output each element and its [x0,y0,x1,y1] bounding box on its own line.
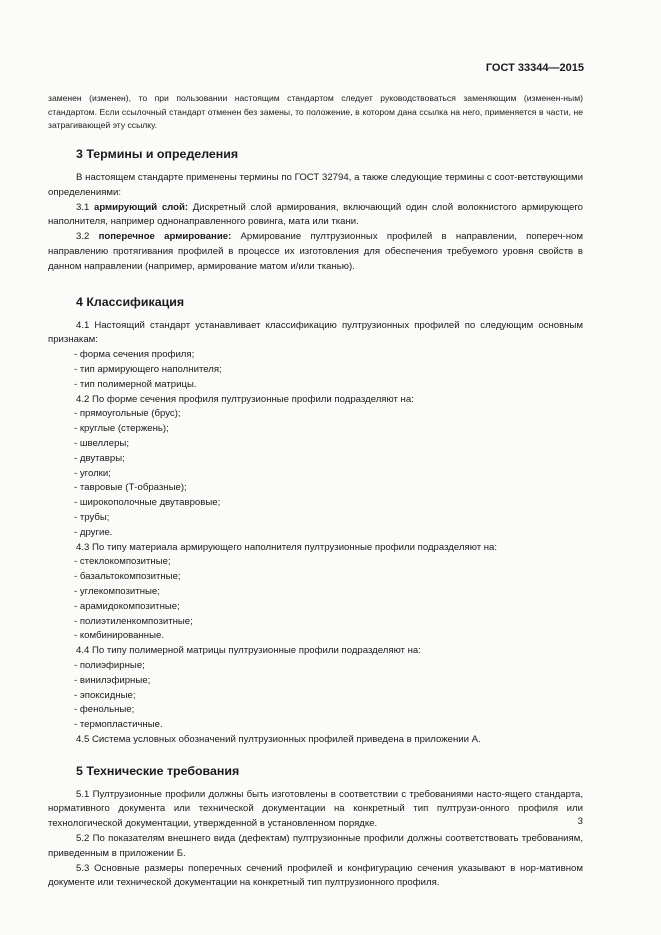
list-item: - термопластичные. [74,719,163,731]
document-body [48,147,583,891]
list-4-1 [48,348,583,392]
term-3-2-definition: Армирование пултрузионных профилей в направлении, попереч-ном направлению протягивания профилей в процессе их изготовления для обеспечения требуемого уровня свойств в данном направлении (например, армирование матом и/или тканью). [48,231,583,272]
list-4-4 [48,659,583,733]
term-3-2-name: поперечное армирование: [98,231,232,243]
term-3-1-name: армирующий слой: [93,201,189,213]
list-item: - двутавры; [74,452,125,464]
term-3-2 [48,230,583,274]
list-item: - полиэтиленкомпозитные; [74,615,193,627]
list-item: - арамидокомпозитные; [74,600,180,612]
list-item: - эпоксидные; [74,689,136,701]
list-item: - базальтокомпозитные; [74,571,181,583]
list-4-3 [48,555,583,644]
list-item: - тавровые (Т-образные); [74,482,187,494]
intro-paragraph [48,92,583,133]
term-3-1 [48,201,583,231]
clause-4-4: 4.4 По типу полимерной матрицы пултрузионные профили подразделяют на: [76,645,421,657]
list-4-2 [48,407,583,540]
list-item: - винилэфирные; [74,674,151,686]
list-item: - трубы; [74,511,110,523]
term-3-2-number: 3.2 [76,231,99,243]
list-item: - углекомпозитные; [74,585,160,597]
list-item: - прямоугольные (брус); [74,408,181,420]
list-item: - уголки; [74,467,111,479]
list-item: - полиэфирные; [74,659,145,671]
term-3-1-definition: Дискретный слой армирования, включающий один слой волокнистого армирующего наполнителя, например однонаправленного ровинга, мата или ткани. [48,201,583,228]
list-item: - швеллеры; [74,437,129,449]
list-item: - широкополочные двутавровые; [74,497,221,509]
list-item: - круглые (стержень); [74,423,169,435]
clause-5-2: 5.2 По показателям внешнего вида (дефектам) пултрузионные профили должны соответствовать требованиям, приведенным в приложении Б. [48,833,583,859]
clause-4-5: 4.5 Система условных обозначений пултрузионных профилей приведена в приложении А. [76,733,481,745]
section-3-title: 3 Термины и определения [76,147,239,161]
document-code: ГОСТ 33344—2015 [485,62,584,74]
list-item: - стеклокомпозитные; [74,556,171,568]
clause-4-3: 4.3 По типу материала армирующего наполнителя пултрузионные профили подразделяют на: [76,541,498,553]
section-3-paragraph: В настоящем стандарте применены термины по ГОСТ 32794, а также следующие термины с соот-ветствующими определениями: [48,172,583,198]
list-item: - тип полимерной матрицы. [74,378,197,390]
list-item: - фенольные; [74,704,135,716]
section-5-title: 5 Технические требования [76,763,240,778]
intro-text: заменен (изменен), то при пользовании настоящим стандартом следует руководствоваться заменяющим (изменен-ным) стандартом. Если ссылочный стандарт отменен без замены, то положение, в котором дана ссылка на него, применяется в части, не затрагивающей эту ссылку. [48,93,583,131]
clause-5-1: 5.1 Пултрузионные профили должны быть изготовлены в соответствии с требованиями насто-ящего стандарта, нормативного документа или технической документации на конкретный тип пултрузи-онного профиля или технологической документации, утвержденной в установленном порядке. [48,788,583,830]
term-3-1-number: 3.1 [76,201,94,213]
clause-4-2: 4.2 По форме сечения профиля пултрузионные профили подразделяют на: [76,393,414,405]
list-item: - другие. [74,526,113,538]
clause-5-3: 5.3 Основные размеры поперечных сечений профилей и конфигурацию сечения указывают в нор-мативном документе или технической документации на конкретный тип пултрузионного профиля. [48,862,583,889]
page-number: 3 [577,816,583,827]
clause-4-1: 4.1 Настоящий стандарт устанавливает классификацию пултрузионных профилей по следующим основным признакам: [48,319,583,346]
section-4-title: 4 Классификация [76,294,185,309]
list-item: - форма сечения профиля; [74,349,195,361]
list-item: - комбинированные. [74,630,164,642]
list-item: - тип армирующего наполнителя; [74,363,222,375]
